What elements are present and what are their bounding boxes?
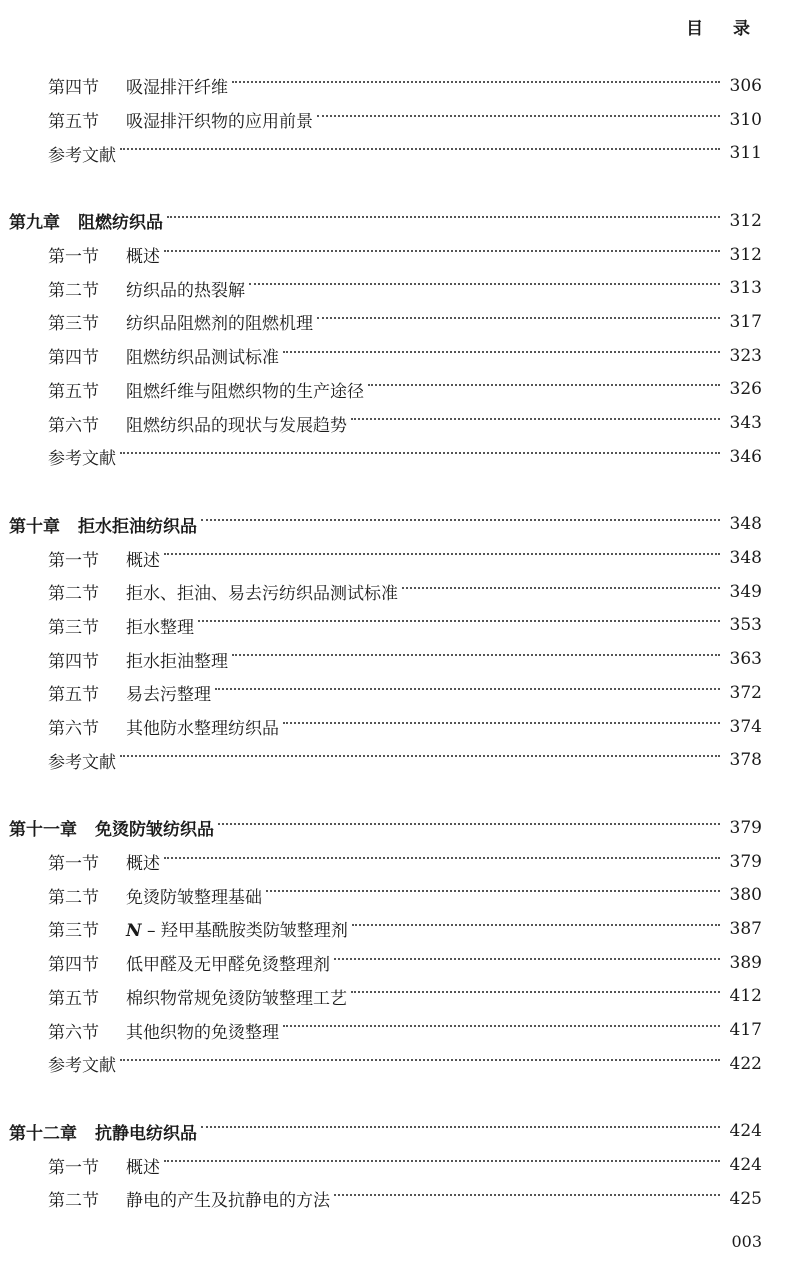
section-number: 第四节 (48, 78, 99, 99)
section-number: 第二节 (48, 1191, 99, 1212)
entry-label (48, 1018, 279, 1043)
dot-leader (167, 216, 720, 218)
dot-leader (283, 1025, 720, 1027)
section-number: 第一节 (48, 854, 99, 875)
entry-page-number: 346 (729, 446, 762, 467)
entry-title: 拒水拒油整理 (126, 651, 228, 672)
entry-page-number: 380 (729, 885, 762, 906)
entry-page-number: 349 (729, 581, 762, 602)
dot-leader (266, 890, 720, 892)
entry-page-number: 387 (729, 918, 762, 939)
entry-page-number: 312 (729, 210, 762, 231)
entry-title: 其他织物的免烫整理 (126, 1022, 279, 1043)
entry-page-number: 424 (729, 1155, 762, 1176)
section-number: 第五节 (48, 112, 99, 133)
toc-section-entry (0, 609, 790, 643)
entry-page-number: 323 (729, 345, 762, 366)
entry-title: 参考文献 (48, 1056, 116, 1077)
toc-references-entry (0, 136, 790, 170)
table-of-contents (0, 69, 790, 1216)
entry-title: 参考文献 (48, 145, 116, 166)
entry-page-number: 424 (729, 1121, 762, 1142)
dot-leader (368, 384, 720, 386)
dot-leader (334, 1194, 720, 1196)
section-number: 第三节 (48, 921, 99, 942)
section-number: 第六节 (48, 1022, 99, 1043)
entry-title: 阻燃纺织品 (78, 213, 163, 234)
entry-page-number: 326 (729, 379, 762, 400)
dot-leader (164, 250, 720, 252)
toc-section-entry (0, 103, 790, 137)
chapter-number: 第十二章 (9, 1123, 77, 1144)
toc-section-entry (0, 238, 790, 272)
section-number: 第五节 (48, 988, 99, 1009)
entry-title: 拒水拒油纺织品 (78, 516, 197, 537)
dot-leader (334, 958, 720, 960)
entry-title: 其他防水整理纺织品 (126, 719, 279, 740)
entry-page-number: 389 (729, 952, 762, 973)
toc-section-entry (0, 1013, 790, 1047)
entry-label (48, 984, 347, 1009)
toc-chapter-entry (0, 508, 790, 542)
entry-page-number: 312 (729, 244, 762, 265)
toc-section-entry (0, 710, 790, 744)
entry-label (48, 343, 279, 368)
toc-references-entry (0, 1047, 790, 1081)
entry-page-number: 379 (729, 817, 762, 838)
entry-title: 棉织物常规免烫防皱整理工艺 (126, 988, 347, 1009)
entry-page-number: 379 (729, 851, 762, 872)
entry-label (48, 141, 116, 166)
entry-page-number: 310 (729, 109, 762, 130)
toc-chapter-entry (0, 1115, 790, 1149)
toc-section-entry (0, 912, 790, 946)
dot-leader (198, 620, 720, 622)
entry-label (48, 444, 116, 469)
toc-section-entry (0, 946, 790, 980)
dot-leader (164, 1160, 720, 1162)
entry-page-number: 422 (729, 1053, 762, 1074)
section-number: 第五节 (48, 685, 99, 706)
entry-label (9, 208, 163, 233)
section-number: 第一节 (48, 1157, 99, 1178)
entry-title: 概述 (126, 854, 160, 875)
entry-title: 参考文献 (48, 449, 116, 470)
entry-label (48, 1153, 160, 1178)
dot-leader (164, 553, 720, 555)
entry-label (48, 849, 160, 874)
toc-section-entry (0, 406, 790, 440)
dot-leader (201, 519, 720, 521)
entry-title: 静电的产生及抗静电的方法 (126, 1191, 330, 1212)
entry-page-number: 348 (729, 548, 762, 569)
entry-page-number: 306 (729, 75, 762, 96)
toc-section-entry (0, 305, 790, 339)
entry-title: 抗静电纺织品 (95, 1123, 197, 1144)
dot-leader (249, 283, 720, 285)
dot-leader (351, 418, 720, 420)
toc-section-entry (0, 878, 790, 912)
entry-label (48, 579, 398, 604)
entry-label (48, 546, 160, 571)
toc-section-entry (0, 339, 790, 373)
dot-leader (232, 654, 720, 656)
entry-page-number: 372 (729, 682, 762, 703)
entry-title: 吸湿排汗织物的应用前景 (126, 112, 313, 133)
running-header: 目 录 (686, 19, 762, 39)
section-number: 第二节 (48, 584, 99, 605)
entry-title: 拒水、拒油、易去污纺织品测试标准 (126, 584, 398, 605)
entry-label (48, 242, 160, 267)
dot-leader (352, 924, 720, 926)
entry-page-number: 412 (729, 986, 762, 1007)
chapter-number: 第九章 (9, 213, 60, 234)
entry-title: 阻燃纺织品测试标准 (126, 348, 279, 369)
toc-section-entry (0, 373, 790, 407)
entry-title: 吸湿排汗纤维 (126, 78, 228, 99)
toc-references-entry (0, 440, 790, 474)
dot-leader (351, 991, 720, 993)
toc-section-entry (0, 980, 790, 1014)
dot-leader (215, 688, 720, 690)
toc-section-entry (0, 1182, 790, 1216)
entry-label (48, 883, 262, 908)
dot-leader (218, 823, 720, 825)
section-number: 第六节 (48, 415, 99, 436)
dot-leader (317, 115, 720, 117)
dot-leader (120, 452, 720, 454)
dot-leader (232, 81, 720, 83)
entry-label (48, 1186, 330, 1211)
section-number: 第二节 (48, 887, 99, 908)
entry-title: – 羟甲基酰胺类防皱整理剂 (141, 921, 348, 942)
entry-title: 拒水整理 (126, 617, 194, 638)
chapter-number: 第十章 (9, 516, 60, 537)
entry-page-number: 417 (729, 1020, 762, 1041)
dot-leader (283, 722, 720, 724)
entry-label (9, 815, 214, 840)
dot-leader (402, 587, 720, 589)
entry-page-number: 313 (729, 278, 762, 299)
entry-title: 阻燃纺织品的现状与发展趋势 (126, 415, 347, 436)
entry-title: 阻燃纤维与阻燃织物的生产途径 (126, 381, 364, 402)
entry-page-number: 343 (729, 413, 762, 434)
entry-label (48, 647, 228, 672)
toc-section-entry (0, 642, 790, 676)
entry-title: 概述 (126, 550, 160, 571)
toc-section-entry (0, 271, 790, 305)
entry-label (48, 411, 347, 436)
entry-page-number: 374 (729, 716, 762, 737)
entry-label (48, 916, 348, 941)
entry-title: 参考文献 (48, 752, 116, 773)
entry-title: 免烫防皱整理基础 (126, 887, 262, 908)
entry-page-number: 363 (729, 649, 762, 670)
section-number: 第一节 (48, 247, 99, 268)
dot-leader (120, 1059, 720, 1061)
entry-label (48, 107, 313, 132)
dot-leader (120, 148, 720, 150)
entry-title: 纺织品阻燃剂的阻燃机理 (126, 314, 313, 335)
entry-page-number: 317 (729, 311, 762, 332)
toc-references-entry (0, 743, 790, 777)
entry-title: 低甲醛及无甲醛免烫整理剂 (126, 955, 330, 976)
section-number: 第二节 (48, 280, 99, 301)
entry-title: 概述 (126, 1157, 160, 1178)
entry-page-number: 353 (729, 615, 762, 636)
entry-label (48, 1051, 116, 1076)
section-number: 第六节 (48, 719, 99, 740)
section-number: 第四节 (48, 348, 99, 369)
toc-chapter-entry (0, 204, 790, 238)
entry-label (48, 276, 245, 301)
entry-label (9, 512, 197, 537)
entry-page-number: 378 (729, 750, 762, 771)
toc-section-entry (0, 676, 790, 710)
toc-section-entry (0, 1148, 790, 1182)
toc-section-entry (0, 845, 790, 879)
section-number: 第三节 (48, 314, 99, 335)
entry-label (48, 613, 194, 638)
dot-leader (164, 857, 720, 859)
toc-section-entry (0, 69, 790, 103)
page-number: 003 (731, 1232, 762, 1251)
entry-page-number: 425 (729, 1188, 762, 1209)
toc-section-entry (0, 541, 790, 575)
section-number: 第一节 (48, 550, 99, 571)
entry-title: 易去污整理 (126, 685, 211, 706)
entry-label (48, 73, 228, 98)
entry-label (48, 748, 116, 773)
entry-page-number: 311 (729, 143, 762, 164)
chapter-number: 第十一章 (9, 820, 77, 841)
section-number: 第五节 (48, 381, 99, 402)
entry-label (48, 714, 279, 739)
entry-label (48, 680, 211, 705)
section-number: 第四节 (48, 651, 99, 672)
entry-title: 概述 (126, 247, 160, 268)
dot-leader (201, 1126, 720, 1128)
entry-title: 免烫防皱纺织品 (95, 820, 214, 841)
toc-chapter-entry (0, 811, 790, 845)
dot-leader (283, 351, 720, 353)
toc-section-entry (0, 575, 790, 609)
entry-label (48, 377, 364, 402)
section-number: 第四节 (48, 955, 99, 976)
section-number: 第三节 (48, 617, 99, 638)
entry-label (48, 950, 330, 975)
entry-title: 纺织品的热裂解 (126, 280, 245, 301)
dot-leader (120, 755, 720, 757)
entry-label (48, 309, 313, 334)
title-prefix: N (126, 921, 142, 942)
entry-label (9, 1119, 197, 1144)
dot-leader (317, 317, 720, 319)
entry-page-number: 348 (729, 514, 762, 535)
